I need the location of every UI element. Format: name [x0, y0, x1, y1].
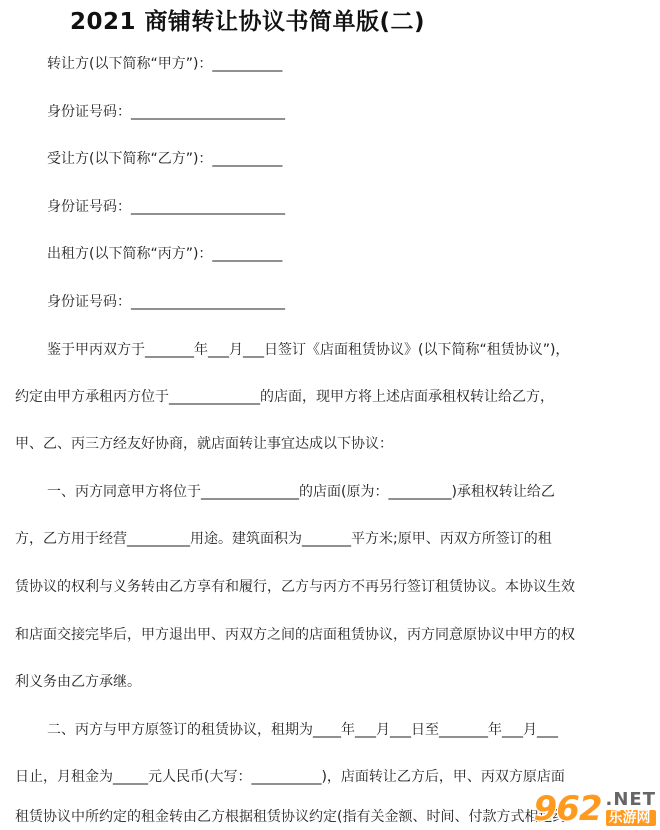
- preamble-line-3: 甲、乙、丙三方经友好协商，就店面转让事宜达成以下协议：: [15, 436, 393, 452]
- site-watermark: [533, 788, 656, 829]
- watermark-site-name: 乐游网: [606, 810, 656, 826]
- transferee-line: 受让方(以下简称“乙方”)：__________: [47, 151, 283, 167]
- lessor-id-line: 身份证号码：______________________: [47, 294, 285, 310]
- transferee-id-line: 身份证号码：______________________: [47, 199, 285, 215]
- document-title: 2021 商铺转让协议书简单版(二): [70, 9, 426, 35]
- clause-2-line-3: 租赁协议中所约定的租金转由乙方根据租赁协议约定(指有关金额、时间、付款方式相违约: [15, 809, 567, 825]
- preamble-line-2: 约定由甲方承租丙方位于_____________的店面，现甲方将上述店面承租权转让给乙方，: [15, 389, 554, 405]
- lessor-line: 出租方(以下简称“丙方”)：__________: [47, 246, 283, 262]
- watermark-logo: 962: [533, 788, 602, 829]
- clause-2-line-2: 日止，月租金为_____元人民币(大写：__________)，店面转让乙方后，甲、丙双方原店面: [15, 769, 565, 785]
- transferor-id-line: 身份证号码：______________________: [47, 104, 285, 120]
- watermark-domain: .NET: [605, 789, 656, 810]
- preamble-line-1: 鉴于甲丙双方于_______年___月___日签订《店面租赁协议》(以下简称“租赁协议”)，: [47, 342, 570, 358]
- clause-1-line-3: 赁协议的权利与义务转由乙方享有和履行，乙方与丙方不再另行签订租赁协议。本协议生效: [15, 579, 575, 595]
- clause-1-line-2: 方，乙方用于经营_________用途。建筑面积为_______平方米;原甲、丙双方所签订的租: [15, 531, 552, 547]
- transferor-line: 转让方(以下简称“甲方”)：__________: [47, 56, 283, 72]
- clause-1-line-5: 利义务由乙方承继。: [15, 674, 141, 690]
- clause-1-line-4: 和店面交接完毕后，甲方退出甲、丙双方之间的店面租赁协议，丙方同意原协议中甲方的权: [15, 627, 575, 643]
- clause-1-line-1: 一、丙方同意甲方将位于______________的店面(原为：_________)承租权转让给乙: [47, 484, 555, 500]
- clause-2-line-1: 二、丙方与甲方原签订的租赁协议，租期为____年___月___日至_______年___月___: [47, 722, 558, 738]
